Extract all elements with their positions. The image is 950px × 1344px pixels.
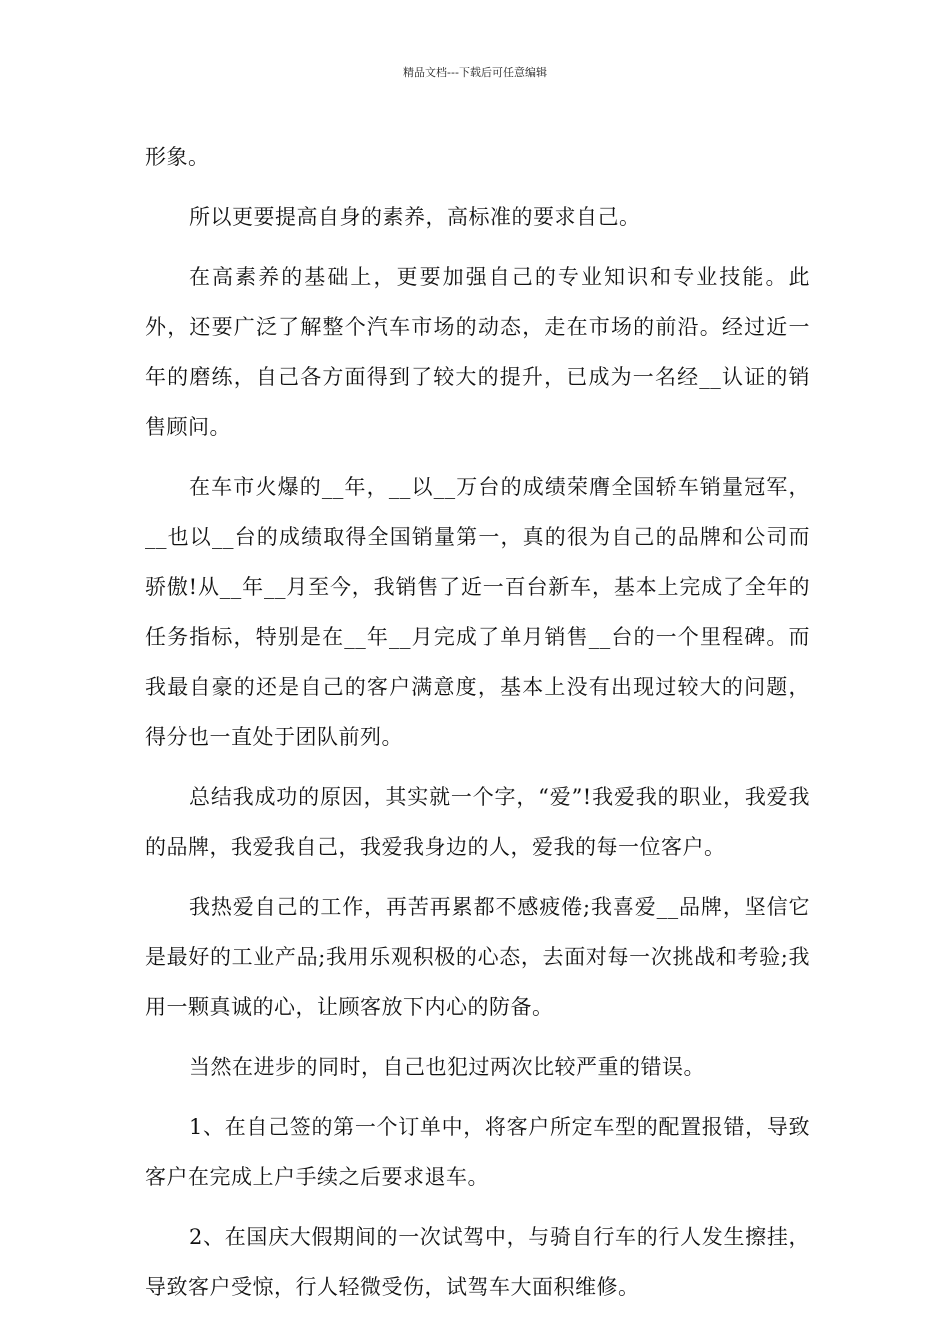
- page-header: 精品文档---下载后可任意编辑: [403, 66, 547, 79]
- paragraph: 在高素养的基础上，更要加强自己的专业知识和专业技能。此外，还要广泛了解整个汽车市场的动态，走在市场的前沿。经过近一年的磨练，自己各方面得到了较大的提升，已成为一名经__认证的销售顾问。: [145, 265, 810, 439]
- paragraph: 我热爱自己的工作，再苦再累都不感疲倦;我喜爱__品牌，坚信它是最好的工业产品;我用乐观积极的心态，去面对每一次挑战和考验;我用一颗真诚的心，让顾客放下内心的防备。: [145, 895, 810, 1019]
- document-body: [145, 132, 810, 1322]
- paragraph: 总结我成功的原因，其实就一个字，“爱”!我爱我的职业，我爱我的品牌，我爱我自己，我爱我身边的人，爱我的每一位客户。: [145, 785, 810, 859]
- paragraph-continuation: 形象。: [145, 145, 210, 169]
- paragraph: 在车市火爆的__年，__以__万台的成绩荣膺全国轿车销量冠军，__也以__台的成绩取得全国销量第一，真的很为自己的品牌和公司而骄傲!从__年__月至今，我销售了近一百台新车，基本上完成了全年的任务指标，特别是在__年__月完成了单月销售__台的一个里程碑。而我最自豪的还是自己的客户满意度，基本上没有出现过较大的问题，得分也一直处于团队前列。: [145, 475, 810, 749]
- list-item: 2、在国庆大假期间的一次试驾中，与骑自行车的行人发生擦挂，导致客户受惊，行人轻微受伤，试驾车大面积维修。: [145, 1225, 810, 1299]
- paragraph: 当然在进步的同时，自己也犯过两次比较严重的错误。: [189, 1055, 705, 1079]
- list-item: 1、在自己签的第一个订单中，将客户所定车型的配置报错，导致客户在完成上户手续之后要求退车。: [145, 1115, 810, 1189]
- paragraph: 所以更要提高自身的素养，高标准的要求自己。: [189, 205, 641, 229]
